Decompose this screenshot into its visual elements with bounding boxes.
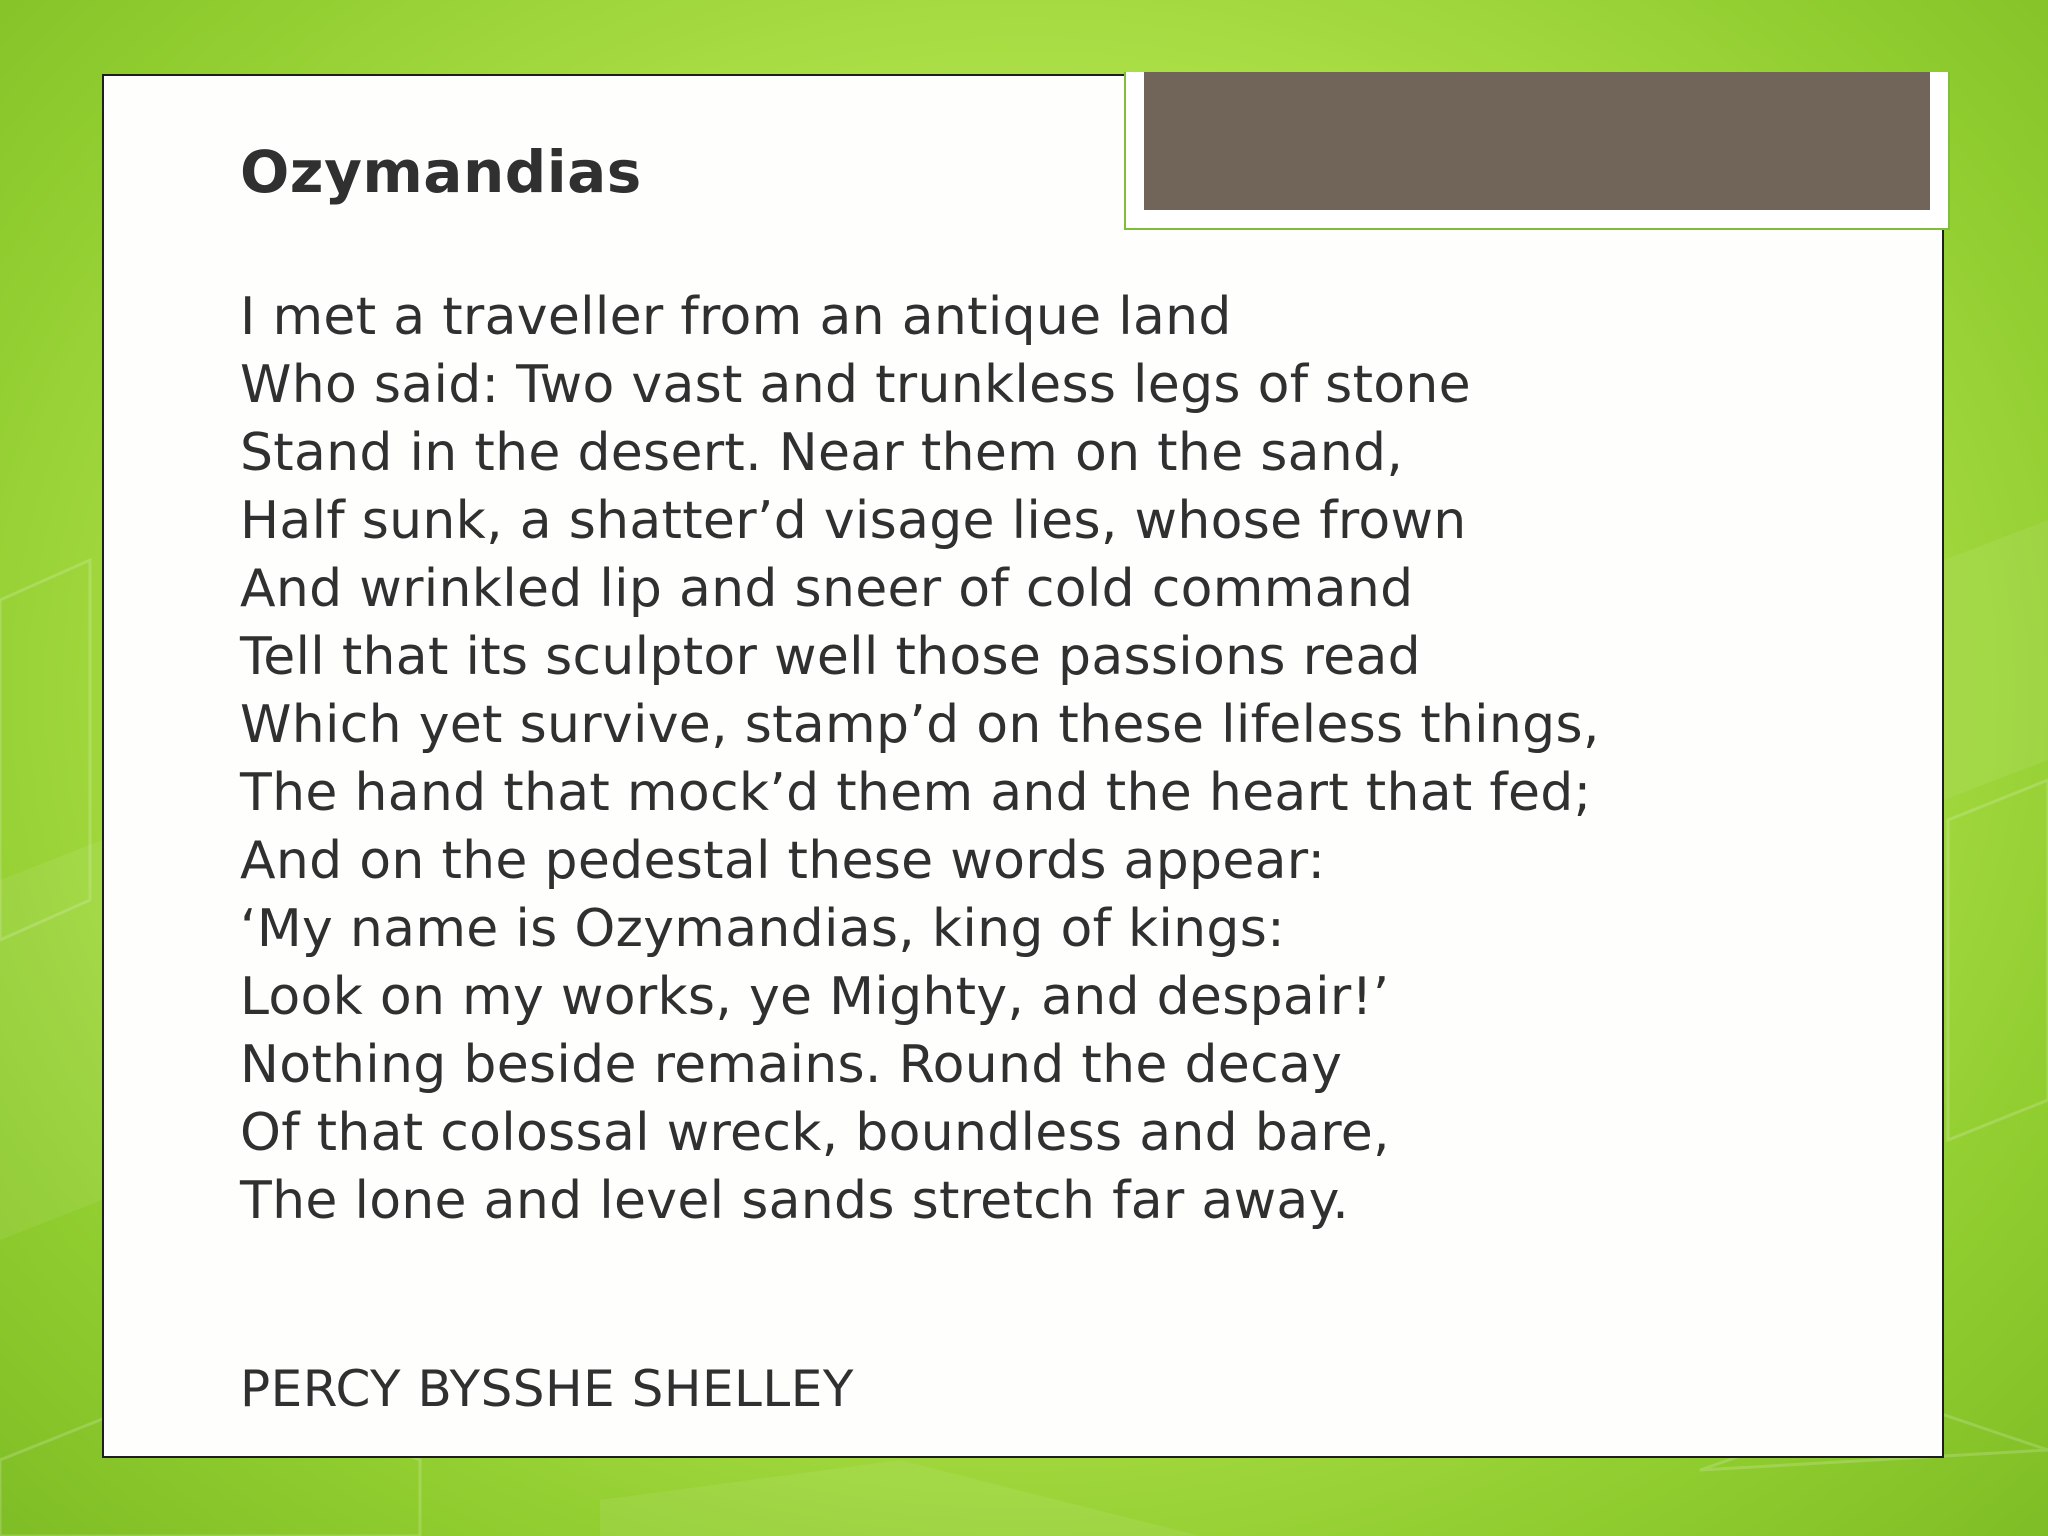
poem-line: I met a traveller from an antique land [240, 287, 1232, 347]
poem-title: Ozymandias [240, 138, 642, 206]
poem-line: Look on my works, ye Mighty, and despair!’ [240, 967, 1390, 1027]
poem-line: Stand in the desert. Near them on the sand, [240, 423, 1404, 483]
poem-line: The lone and level sands stretch far away. [240, 1171, 1350, 1231]
poem-line: Of that colossal wreck, boundless and bare, [240, 1103, 1390, 1163]
poem-line: The hand that mock’d them and the heart that fed; [240, 763, 1592, 823]
title-placeholder-tab [1124, 72, 1950, 230]
title-placeholder-fill [1144, 72, 1930, 210]
poem-line: And on the pedestal these words appear: [240, 831, 1326, 891]
poem-line: ‘My name is Ozymandias, king of kings: [240, 899, 1285, 959]
poem-line: And wrinkled lip and sneer of cold command [240, 559, 1414, 619]
poem-line: Nothing beside remains. Round the decay [240, 1035, 1343, 1095]
poem-author: PERCY BYSSHE SHELLEY [240, 1360, 854, 1418]
poem-line: Who said: Two vast and trunkless legs of stone [240, 355, 1471, 415]
poem-line: Tell that its sculptor well those passions read [240, 627, 1421, 687]
poem-line: Which yet survive, stamp’d on these lifeless things, [240, 695, 1600, 755]
poem-line: Half sunk, a shatter’d visage lies, whose frown [240, 491, 1467, 551]
poem-body [240, 283, 1600, 1235]
